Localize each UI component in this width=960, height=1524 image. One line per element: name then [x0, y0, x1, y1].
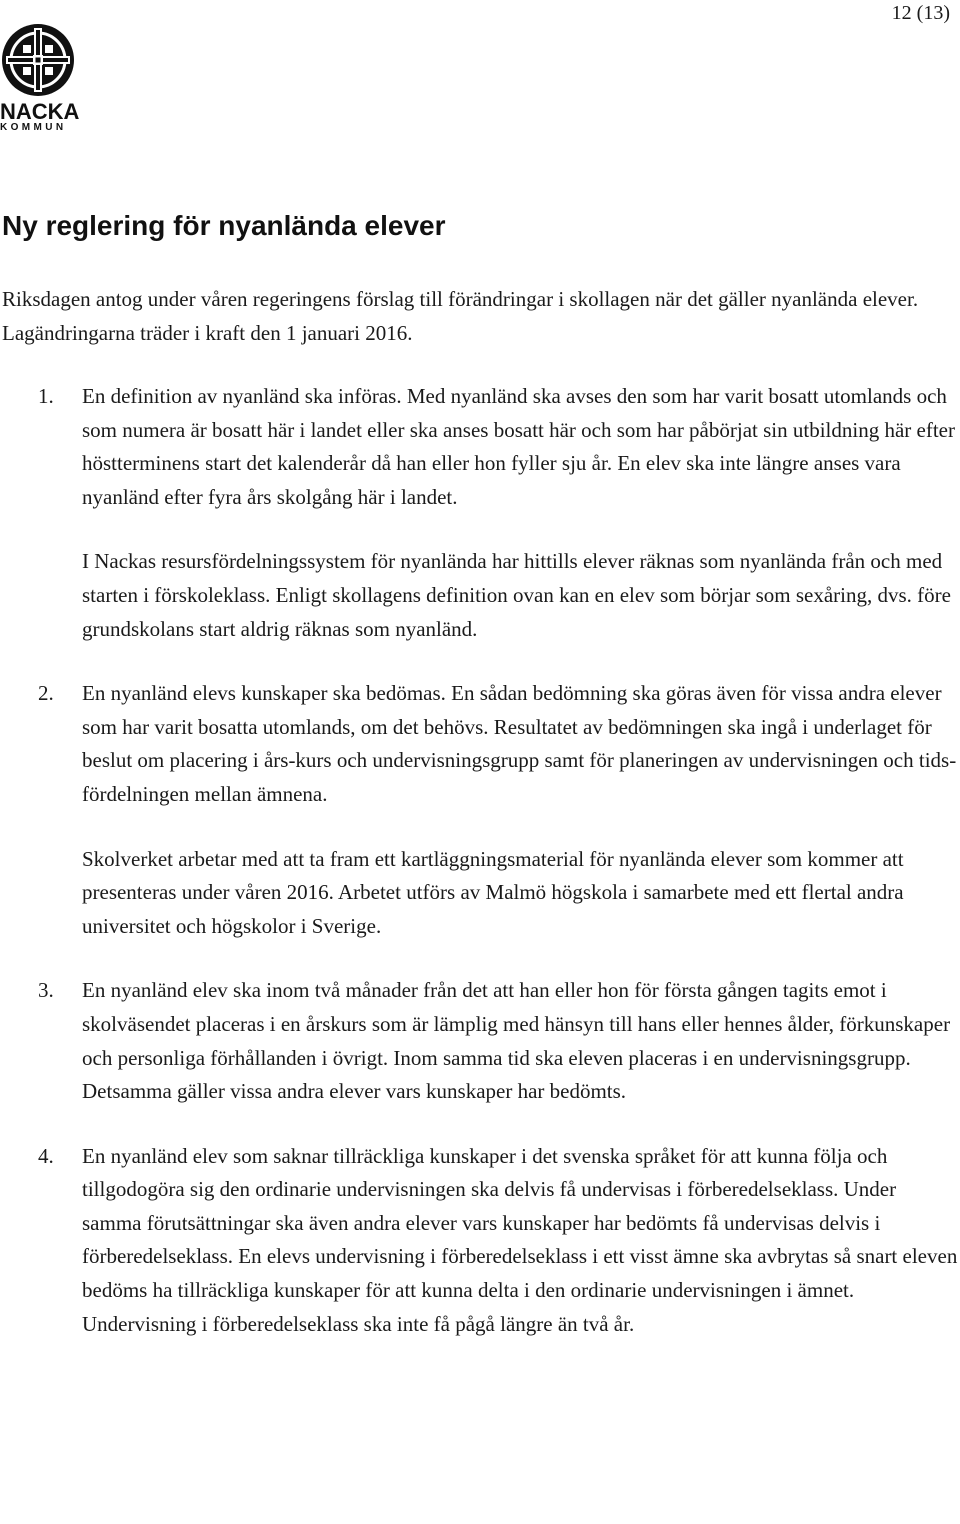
- numbered-list: [0, 380, 960, 1341]
- item-paragraph: En nyanländ elev som saknar tillräckliga kunskaper i det svenska språket för att kunna följa och tillgodogöra sig den ordinarie undervisningen ska delvis få undervisas i förberedelseklass. Under samma förutsättningar ska även andra elever vars kunskaper har bedömts få undervisas delvis i förberedelseklass. En elevs undervisning i förberedelseklass i ett visst ämne ska avbrytas så snart eleven bedöms ha tillräckliga kunskaper för att kunna delta i den ordinarie undervisningen i ämnet. Undervisning i förberedelseklass ska inte få pågå längre än två år.: [82, 1143, 958, 1336]
- item-paragraph: En nyanländ elev ska inom två månader från det att han eller hon för första gången tagits emot i skolväsendet placeras i en årskurs som är lämplig med hänsyn till hans eller hennes ålder, förkunskaper och personliga förhållanden i övrigt. Inom samma tid ska eleven placeras i en undervisningsgrupp. Detsamma gäller vissa andra elever vars kunskaper har bedömts.: [82, 978, 951, 1104]
- list-item: [0, 380, 960, 646]
- list-item: [0, 974, 960, 1108]
- item-number: 2.: [38, 681, 54, 706]
- list-item: [0, 677, 960, 943]
- item-number: 1.: [38, 384, 54, 408]
- list-item: [0, 1140, 960, 1342]
- item-paragraph: I Nackas resursfördelningssystem för nyanlända har hittills elever räknas som nyanlända från och med starten i förskoleklass. Enligt skollagens definition ovan kan en elev som börjar som sexåring, dvs. före grundskolans start aldrig räknas som nyanländ.: [82, 549, 951, 641]
- nacka-emblem-icon: [0, 22, 76, 98]
- logo-name: NACKA: [0, 99, 80, 124]
- page-title: Ny reglering för nyanlända elever: [2, 210, 446, 241]
- item-number: 4.: [38, 1143, 54, 1168]
- item-number: 3.: [38, 978, 54, 1003]
- nacka-kommun-logo: [0, 22, 80, 134]
- item-paragraph: En nyanländ elevs kunskaper ska bedömas. En sådan bedömning ska göras även för vissa andra elever som har varit bosatta utomlands, om det behövs. Resultatet av bedömningen ska ingå i underlaget för beslut om placering i års-kurs och undervisningsgrupp samt för planeringen av undervisningen och tids-fördelningen mellan ämnena.: [82, 681, 957, 806]
- logo-subtitle: KOMMUN: [0, 122, 67, 133]
- intro-paragraph: Riksdagen antog under våren regeringens förslag till förändringar i skollagen när det gäller nyanlända elever. Lagändringarna träder i kraft den 1 januari 2016.: [2, 287, 919, 345]
- item-paragraph: Skolverket arbetar med att ta fram ett kartläggningsmaterial för nyanlända elever som kommer att presenteras under våren 2016. Arbetet utförs av Malmö högskola i samarbete med ett flertal andra universitet och högskolor i Sverige.: [82, 846, 904, 938]
- item-paragraph: En definition av nyanländ ska införas. Med nyanländ ska avses den som har varit bosatt utomlands och som numera är bosatt här i landet eller ska anses bosatt här och som har påbörjat sin utbildning här efter höstterminens start det kalenderår då han eller hon fyller sju år. En elev ska inte längre anses vara nyanländ efter fyra års skolgång här i landet.: [82, 384, 955, 509]
- page-number: 12 (13): [891, 2, 950, 24]
